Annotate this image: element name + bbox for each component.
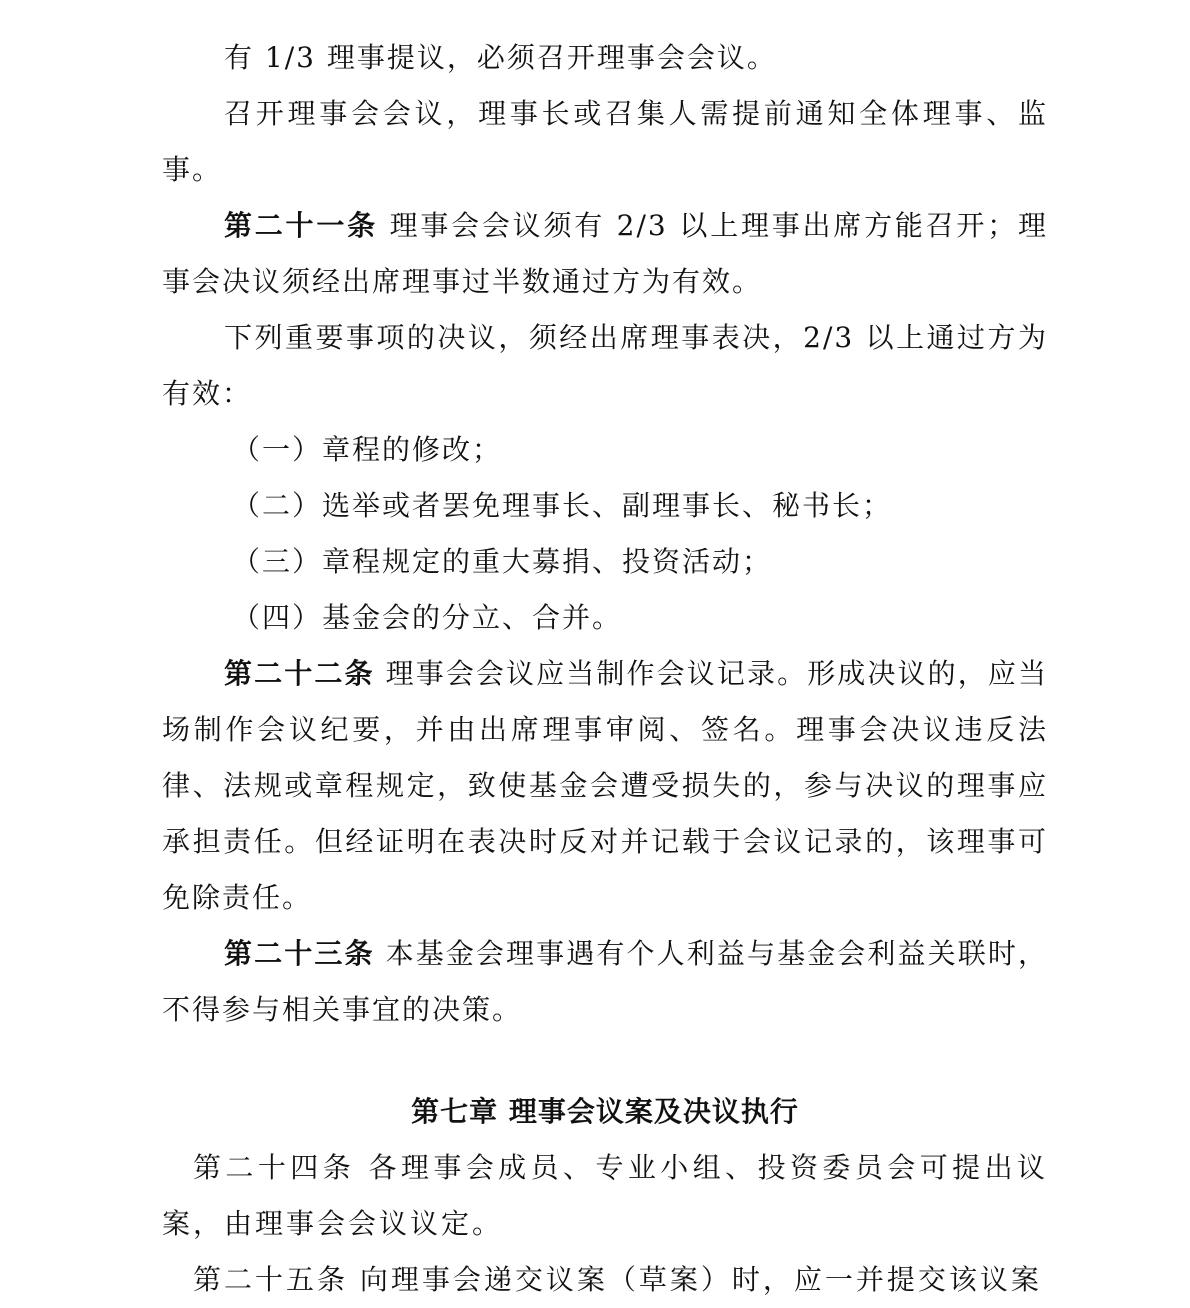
paragraph-meeting-notice: 召开理事会会议，理事长或召集人需提前通知全体理事、监事。 bbox=[162, 97, 1048, 186]
article-23-title: 第二十三条 bbox=[224, 937, 375, 970]
chapter-7-title: 第七章 理事会议案及决议执行 bbox=[411, 1095, 799, 1128]
list-item-4: （四）基金会的分立、合并。 bbox=[232, 601, 623, 634]
article-24: 第二十四条 各理事会成员、专业小组、投资委员会可提出议案，由理事会会议议定。 bbox=[162, 1151, 1048, 1240]
article-23-text: 本基金会理事遇有个人利益与基金会利益关联时，不得参与相关事宜的决策。 bbox=[162, 937, 1048, 1026]
article-21-title: 第二十一条 bbox=[224, 209, 378, 242]
article-22 bbox=[162, 646, 1048, 926]
article-21 bbox=[162, 198, 1048, 310]
list-item-2: （二）选举或者罢免理事长、副理事长、秘书长； bbox=[232, 489, 893, 522]
list-item-3: （三）章程规定的重大募捐、投资活动； bbox=[232, 545, 773, 578]
paragraph-quorum-proposal: 有 1/3 理事提议，必须召开理事会会议。 bbox=[224, 41, 777, 74]
section-gap bbox=[162, 1038, 1048, 1084]
paragraph-major-matters: 下列重要事项的决议，须经出席理事表决，2/3 以上通过方为有效： bbox=[162, 321, 1048, 410]
article-22-text: 理事会会议应当制作会议记录。形成决议的，应当场制作会议纪要，并由出席理事审阅、签名。理事会决议违反法律、法规或章程规定，致使基金会遭受损失的，参与决议的理事应承担责任。但经证明在表决时反对并记载于会议记录的，该理事可免除责任。 bbox=[162, 657, 1048, 914]
article-23 bbox=[162, 926, 1048, 1038]
document-page bbox=[162, 30, 1048, 1308]
list-item-1: （一）章程的修改； bbox=[232, 433, 503, 466]
article-22-title: 第二十二条 bbox=[224, 657, 375, 690]
article-25: 第二十五条 向理事会递交议案（草案）时，应一并提交该议案 bbox=[193, 1263, 1042, 1296]
article-21-text: 理事会会议须有 2/3 以上理事出席方能召开；理事会决议须经出席理事过半数通过方为有效。 bbox=[162, 209, 1048, 298]
